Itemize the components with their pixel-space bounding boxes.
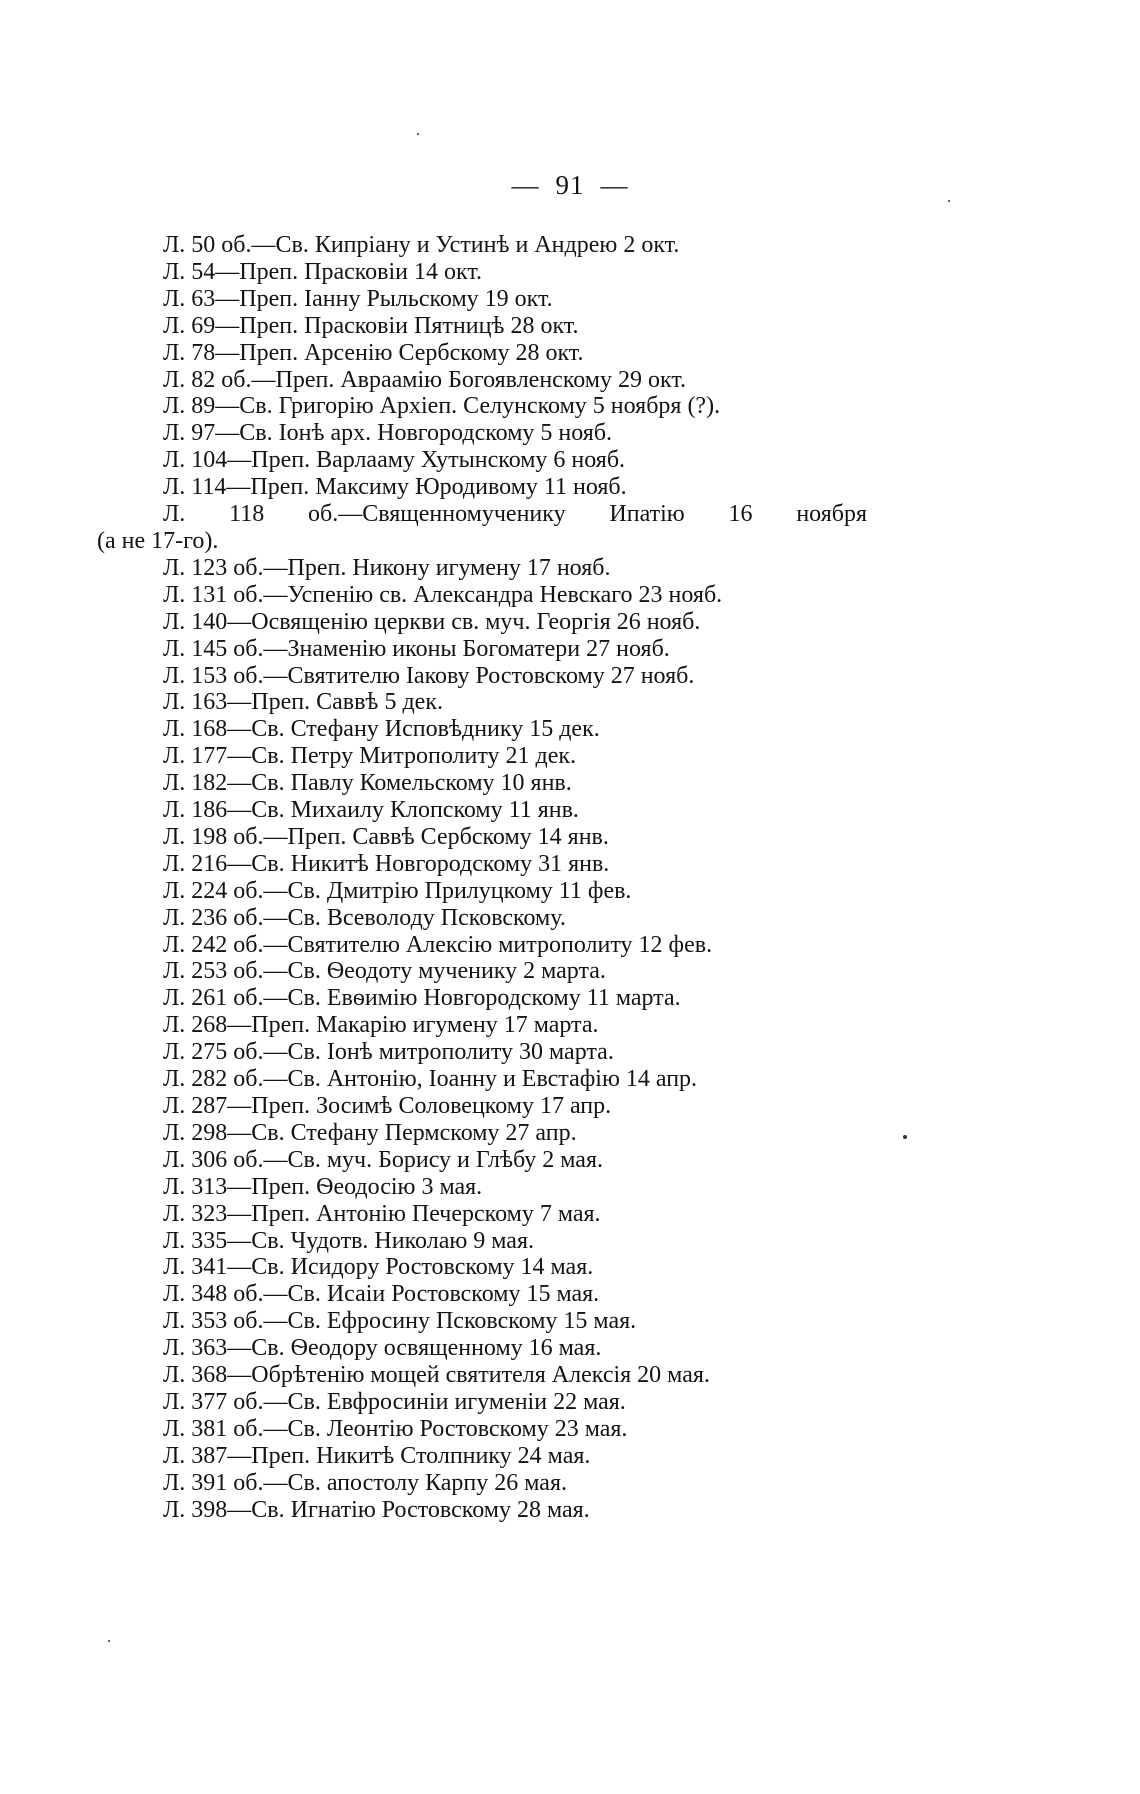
list-item: Л. 140—Освященію церкви св. муч. Георгія 26 нояб. <box>163 608 701 635</box>
print-speck <box>948 200 950 202</box>
list-item: Л. 323—Преп. Антонію Печерскому 7 мая. <box>163 1200 601 1227</box>
list-item: Л. 306 об.—Св. муч. Борису и Глѣбу 2 мая. <box>163 1146 603 1173</box>
list-item: Л. 168—Св. Стефану Исповѣднику 15 дек. <box>163 716 600 743</box>
list-item: Л. 182—Св. Павлу Комельскому 10 янв. <box>163 770 572 797</box>
list-item: Л. 313—Преп. Ѳеодосію 3 мая. <box>163 1173 483 1200</box>
list-item: Л. 177—Св. Петру Митрополиту 21 дек. <box>163 743 577 770</box>
list-item: Л. 216—Св. Никитѣ Новгородскому 31 янв. <box>163 850 610 877</box>
list-item: Л. 145 об.—Знаменію иконы Богоматери 27 нояб. <box>163 635 670 662</box>
list-item: Л. 341—Св. Исидору Ростовскому 14 мая. <box>163 1254 594 1281</box>
page-number-dash-right: — <box>600 170 629 200</box>
list-item: Л. 253 об.—Св. Ѳеодоту мученику 2 марта. <box>163 958 606 985</box>
list-item: Л. 236 об.—Св. Всеволоду Псковскому. <box>163 904 566 931</box>
list-item: Л. 153 об.—Святителю Іакову Ростовскому 27 нояб. <box>163 662 695 689</box>
list-item: Л. 198 об.—Преп. Саввѣ Сербскому 14 янв. <box>163 823 609 850</box>
page-number: 91 <box>555 170 585 200</box>
list-item: Л. 353 об.—Св. Ефросину Псковскому 15 мая. <box>163 1308 637 1335</box>
list-item: Л. 368—Обрѣтенію мощей святителя Алексія 20 мая. <box>163 1362 710 1389</box>
list-item: Л. 398—Св. Игнатію Ростовскому 28 мая. <box>163 1496 590 1523</box>
list-item-line: Л. 118 об.—Священномученику Ипатію 16 ноября <box>163 501 867 528</box>
list-item: Л. 97—Св. Іонѣ арх. Новгородскому 5 нояб. <box>163 420 613 447</box>
list-item: Л. 50 об.—Св. Кипріану и Устинѣ и Андрею 2 окт. <box>163 232 680 258</box>
list-item: Л. 131 об.—Успенію св. Александра Невскаго 23 нояб. <box>163 581 723 608</box>
list-item: Л. 275 об.—Св. Іонѣ митрополиту 30 марта. <box>163 1039 614 1066</box>
list-item-wrapped <box>97 501 867 555</box>
list-item: Л. 123 об.—Преп. Никону игумену 17 нояб. <box>163 554 611 581</box>
list-item: Л. 104—Преп. Варлааму Хутынскому 6 нояб. <box>163 447 626 474</box>
list-item: Л. 69—Преп. Прасковіи Пятницѣ 28 окт. <box>163 312 579 339</box>
list-item: Л. 82 об.—Преп. Авраамію Богоявленскому 29 окт. <box>163 366 687 393</box>
list-item: Л. 242 об.—Святителю Алексію митрополиту 12 фев. <box>163 931 713 958</box>
list-item: Л. 268—Преп. Макарію игумену 17 марта. <box>163 1012 599 1039</box>
list-item: Л. 63—Преп. Іанну Рыльскому 19 окт. <box>163 285 553 312</box>
list-item: Л. 54—Преп. Прасковіи 14 окт. <box>163 258 483 285</box>
list-item: Л. 186—Св. Михаилу Клопскому 11 янв. <box>163 797 579 824</box>
list-item: Л. 387—Преп. Никитѣ Столпнику 24 мая. <box>163 1442 591 1469</box>
print-speck <box>903 1135 907 1139</box>
list-item: Л. 163—Преп. Саввѣ 5 дек. <box>163 689 443 716</box>
list-item: Л. 363—Св. Ѳеодору освященному 16 мая. <box>163 1335 602 1362</box>
list-item: Л. 377 об.—Св. Евфросиніи игуменіи 22 мая. <box>163 1388 626 1415</box>
list-item: Л. 287—Преп. Зосимѣ Соловецкому 17 апр. <box>163 1093 612 1119</box>
list-item: Л. 78—Преп. Арсенію Сербскому 28 окт. <box>163 339 584 366</box>
leaf-index-list <box>97 232 867 1524</box>
list-item: Л. 89—Св. Григорію Архіеп. Селунскому 5 ноября (?). <box>163 393 721 420</box>
list-item: Л. 261 об.—Св. Евѳимію Новгородскому 11 марта. <box>163 985 681 1012</box>
list-item: Л. 335—Св. Чудотв. Николаю 9 мая. <box>163 1227 534 1254</box>
list-item-continuation: (а не 17-го). <box>97 527 219 554</box>
page-number-dash-left: — <box>511 170 540 200</box>
print-speck <box>417 133 419 135</box>
list-item: Л. 224 об.—Св. Дмитрію Прилуцкому 11 фев. <box>163 877 632 904</box>
list-item: Л. 391 об.—Св. апостолу Карпу 26 мая. <box>163 1469 567 1496</box>
list-item: Л. 381 об.—Св. Леонтію Ростовскому 23 мая. <box>163 1415 628 1442</box>
list-item: Л. 298—Св. Стефану Пермскому 27 апр. <box>163 1119 577 1146</box>
page-number-header <box>0 170 1140 201</box>
list-item: Л. 114—Преп. Максиму Юродивому 11 нояб. <box>163 474 627 501</box>
list-item: Л. 348 об.—Св. Исаіи Ростовскому 15 мая. <box>163 1281 600 1308</box>
list-item: Л. 282 об.—Св. Антонію, Іоанну и Евстафію 14 апр. <box>163 1066 698 1093</box>
print-speck <box>108 1640 110 1642</box>
